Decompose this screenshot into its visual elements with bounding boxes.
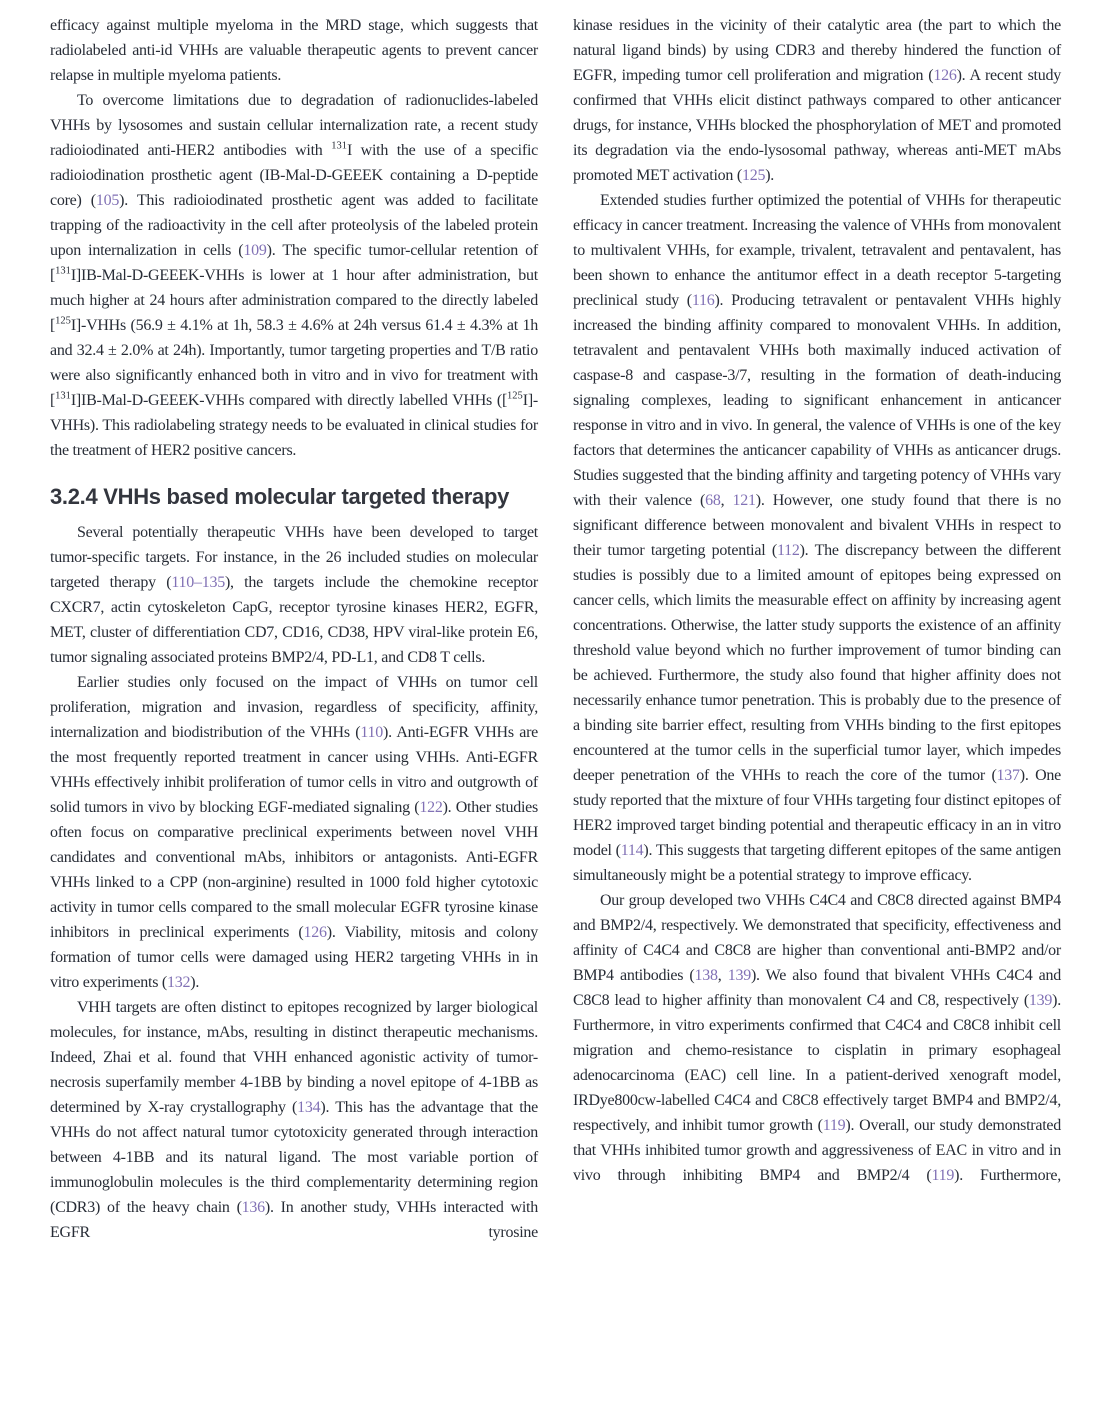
citation-ref[interactable]: 116 bbox=[691, 292, 715, 309]
right-column bbox=[573, 13, 1061, 1427]
body-paragraph bbox=[50, 520, 538, 670]
citation-ref[interactable]: 132 bbox=[167, 974, 191, 991]
text-segment: efficacy against multiple myeloma in the MRD stage, which suggests that radiolabeled anti-id VHHs are valuable therapeutic agents to prevent cancer relapse in multiple myeloma patients. bbox=[50, 17, 538, 84]
citation-ref[interactable]: 68 bbox=[705, 492, 721, 509]
body-paragraph bbox=[573, 13, 1061, 188]
isotope-superscript: 131 bbox=[55, 265, 71, 277]
isotope-superscript: 125 bbox=[507, 390, 523, 402]
isotope-superscript: 131 bbox=[55, 390, 71, 402]
citation-ref[interactable]: 110–135 bbox=[171, 574, 225, 591]
text-segment: ). Viability, mitosis and colony formation of tumor cells were damaged using HER2 targeting VHHs in in vitro experiments ( bbox=[50, 924, 538, 991]
text-segment: I]-VHHs (56.9 ± 4.1% at 1h, 58.3 ± 4.6% at 24h versus 61.4 ± 4.3% at 1h and 32.4 ± 2.0% at 24h). Importantly, tumor targeting properties and T/B ratio were also significantly enhanced both in vitro and in vivo for treatment with [ bbox=[50, 317, 538, 409]
text-segment: Several potentially therapeutic VHHs have been developed to target tumor-specific targets. For instance, in the 26 included studies on molecular targeted therapy ( bbox=[50, 524, 538, 591]
text-segment: Extended studies further optimized the potential of VHHs for therapeutic efficacy in cancer treatment. Increasing the valence of VHHs from monovalent to multivalent VHHs, for example, trivalent, tetravalent and pentavalent, has been shown to enhance the antitumor effect in a death receptor 5-targeting preclinical study ( bbox=[573, 192, 1061, 309]
text-segment: ), the targets include the chemokine receptor CXCR7, actin cytoskeleton CapG, receptor tyrosine kinases HER2, EGFR, MET, cluster of differentiation CD7, CD16, CD38, HPV viral-like protein E6, tumor signaling associated proteins BMP2/4, PD-L1, and CD8 T cells. bbox=[50, 574, 538, 666]
text-segment: ). Furthermore, in vitro experiments confirmed that C4C4 and C8C8 inhibit cell migration and chemo-resistance to cisplatin in primary esophageal adenocarcinoma (EAC) cell line. In a patient-derived xenograft model, IRDye800cw-labelled C4C4 and C8C8 effectively target BMP4 and BMP2/4, respectively, and inhibit tumor growth ( bbox=[573, 992, 1061, 1134]
text-segment: ). bbox=[765, 167, 775, 184]
citation-ref[interactable]: 119 bbox=[822, 1117, 846, 1134]
citation-ref[interactable]: 126 bbox=[303, 924, 327, 941]
body-paragraph bbox=[573, 888, 1061, 1188]
citation-ref[interactable]: 126 bbox=[933, 67, 957, 84]
text-segment: ). bbox=[190, 974, 200, 991]
section-heading: 3.2.4 VHHs based molecular targeted therapy bbox=[50, 484, 510, 509]
citation-ref[interactable]: 119 bbox=[931, 1167, 955, 1184]
text-segment: ). This has the advantage that the VHHs do not affect natural tumor cytotoxicity generated through interaction between 4-1BB and its natural ligand. The most variable portion of immunoglobulin molecules is the third complementarity determining region (CDR3) of the heavy chain ( bbox=[50, 1099, 539, 1216]
citation-ref[interactable]: 121 bbox=[732, 492, 756, 509]
text-segment: ). We also found that bivalent VHHs C4C4 and C8C8 lead to higher affinity than monovalent C4 and C8, respectively ( bbox=[573, 967, 1062, 1009]
text-segment: ). One study reported that the mixture of four VHHs targeting four distinct epitopes of HER2 improved target binding potential and therapeutic efficacy in an in vitro model ( bbox=[573, 767, 1062, 859]
citation-ref[interactable]: 114 bbox=[620, 842, 644, 859]
citation-ref[interactable]: 105 bbox=[95, 192, 120, 209]
text-segment: , bbox=[717, 967, 728, 984]
text-segment: I]IB-Mal-D-GEEEK-VHHs is lower at 1 hour after administration, but much higher at 24 hours after administration compared to the directly labeled [ bbox=[50, 267, 538, 334]
citation-ref[interactable]: 122 bbox=[419, 799, 443, 816]
text-segment: To overcome limitations due to degradation of radionuclides-labeled VHHs by lysosomes and sustain cellular internalization rate, a recent study radioiodinated anti-HER2 antibodies with bbox=[50, 92, 538, 159]
citation-ref[interactable]: 138 bbox=[694, 967, 718, 984]
text-segment: ). In another study, VHHs interacted with EGFR tyrosine bbox=[50, 1199, 538, 1241]
body-paragraph bbox=[50, 670, 538, 995]
body-paragraph bbox=[573, 188, 1061, 888]
citation-ref[interactable]: 136 bbox=[241, 1199, 265, 1216]
citation-ref[interactable]: 112 bbox=[776, 542, 800, 559]
text-segment: ). However, one study found that there is no significant difference between monovalent and bivalent VHHs in respect to their tumor targeting potential ( bbox=[573, 492, 1061, 559]
left-column bbox=[50, 13, 538, 1427]
text-segment: ). The discrepancy between the different studies is possibly due to a limited amount of epitopes being expressed on cancer cells, which limits the measurable effect on affinity by increasing agent concentrations. Otherwise, the latter study supports the existence of an affinity threshold value beyond which no further improvement of tumor binding can be achieved. Furthermore, the study also found that higher affinity does not necessarily enhance tumor penetration. This is probably due to the presence of a binding site barrier effect, resulting from VHHs binding to the first epitopes encountered at the tumor cells in the superficial tumor layer, which impedes deeper penetration of the VHHs to reach the core of the tumor ( bbox=[573, 542, 1061, 784]
text-segment: ). Other studies often focus on comparative preclinical experiments between novel VHH candidates and conventional mAbs, inhibitors or antagonists. Anti-EGFR VHHs linked to a CPP (non-arginine) resulted in 1000 fold higher cytotoxic activity in tumor cells compared to the small molecular EGFR tyrosine kinase inhibitors in preclinical experiments ( bbox=[50, 799, 538, 941]
text-segment: I]-VHHs). This radiolabeling strategy needs to be evaluated in clinical studies for the treatment of HER2 positive cancers. bbox=[50, 392, 538, 459]
text-segment: ). This radioiodinated prosthetic agent was added to facilitate trapping of the radioactivity in the cell after proteolysis of the labeled protein upon internalization in cells ( bbox=[50, 192, 538, 259]
citation-ref[interactable]: 134 bbox=[297, 1099, 321, 1116]
citation-ref[interactable]: 139 bbox=[1028, 992, 1053, 1009]
citation-ref[interactable]: 125 bbox=[741, 167, 766, 184]
body-paragraph bbox=[50, 13, 538, 88]
text-segment: I with the use of a specific radioiodination prosthetic agent (IB-Mal-D-GEEEK containing a D-peptide core) ( bbox=[50, 142, 538, 209]
citation-ref[interactable]: 110 bbox=[360, 724, 383, 741]
isotope-superscript: 125 bbox=[55, 315, 71, 327]
body-paragraph bbox=[50, 995, 538, 1245]
citation-ref[interactable]: 109 bbox=[243, 242, 267, 259]
text-segment: ). Anti-EGFR VHHs are the most frequently reported treatment in cancer using VHHs. Anti-EGFR VHHs effectively inhibit proliferation of tumor cells in vitro and outgrowth of solid tumors in vivo by blocking EGF-mediated signaling ( bbox=[50, 724, 538, 816]
citation-ref[interactable]: 139 bbox=[727, 967, 751, 984]
text-segment: ). A recent study confirmed that VHHs elicit distinct pathways compared to other anticancer drugs, for instance, VHHs blocked the phosphorylation of MET and promoted its degradation via the endo-lysosomal pathway, whereas anti-MET mAbs promoted MET activation ( bbox=[573, 67, 1061, 184]
text-segment: Earlier studies only focused on the impact of VHHs on tumor cell proliferation, migration and invasion, regardless of specificity, affinity, internalization and biodistribution of the VHHs ( bbox=[50, 674, 538, 741]
text-segment: VHH targets are often distinct to epitopes recognized by larger biological molecules, for instance, mAbs, resulting in distinct therapeutic mechanisms. Indeed, Zhai et al. found that VHH enhanced agonistic activity of tumor-necrosis superfamily member 4-1BB by binding a novel epitope of 4-1BB as determined by X-ray crystallography ( bbox=[50, 999, 538, 1116]
text-segment: ). Overall, our study demonstrated that VHHs inhibited tumor growth and aggressiveness of EAC in vitro and in vivo through inhibiting BMP4 and BMP2/4 ( bbox=[573, 1117, 1062, 1184]
text-segment: ). This suggests that targeting different epitopes of the same antigen simultaneously might be a potential strategy to improve efficacy. bbox=[573, 842, 1062, 884]
isotope-superscript: 131 bbox=[331, 140, 347, 152]
citation-ref[interactable]: 137 bbox=[996, 767, 1020, 784]
body-paragraph bbox=[50, 88, 538, 463]
text-segment: I]IB-Mal-D-GEEEK-VHHs compared with directly labelled VHHs ([ bbox=[70, 392, 508, 409]
text-segment: kinase residues in the vicinity of their catalytic area (the part to which the natural ligand binds) by using CDR3 and thereby hindered the function of EGFR, impeding tumor cell proliferation and migration ( bbox=[573, 17, 1061, 84]
text-segment: Our group developed two VHHs C4C4 and C8C8 directed against BMP4 and BMP2/4, respectively. We demonstrated that specificity, effectiveness and affinity of C4C4 and C8C8 are higher than conventional anti-BMP2 and/or BMP4 antibodies ( bbox=[573, 892, 1061, 984]
text-segment: ). Furthermore, bbox=[954, 1167, 1061, 1184]
text-segment: ). The specific tumor-cellular retention of [ bbox=[50, 242, 538, 284]
text-segment: ). Producing tetravalent or pentavalent VHHs highly increased the binding affinity compared to monovalent VHHs. In addition, tetravalent and pentavalent VHHs both maximally induced activation of caspase-8 and caspase-3/7, resulting in the formation of death-inducing signaling complexes, leading to significant enhancement in anticancer response in vitro and in vivo. In general, the valence of VHHs is one of the key factors that determines the anticancer capability of VHHs as anticancer drugs. Studies suggested that the binding affinity and targeting potency of VHHs vary with their valence ( bbox=[573, 292, 1062, 509]
text-segment: , bbox=[720, 492, 733, 509]
